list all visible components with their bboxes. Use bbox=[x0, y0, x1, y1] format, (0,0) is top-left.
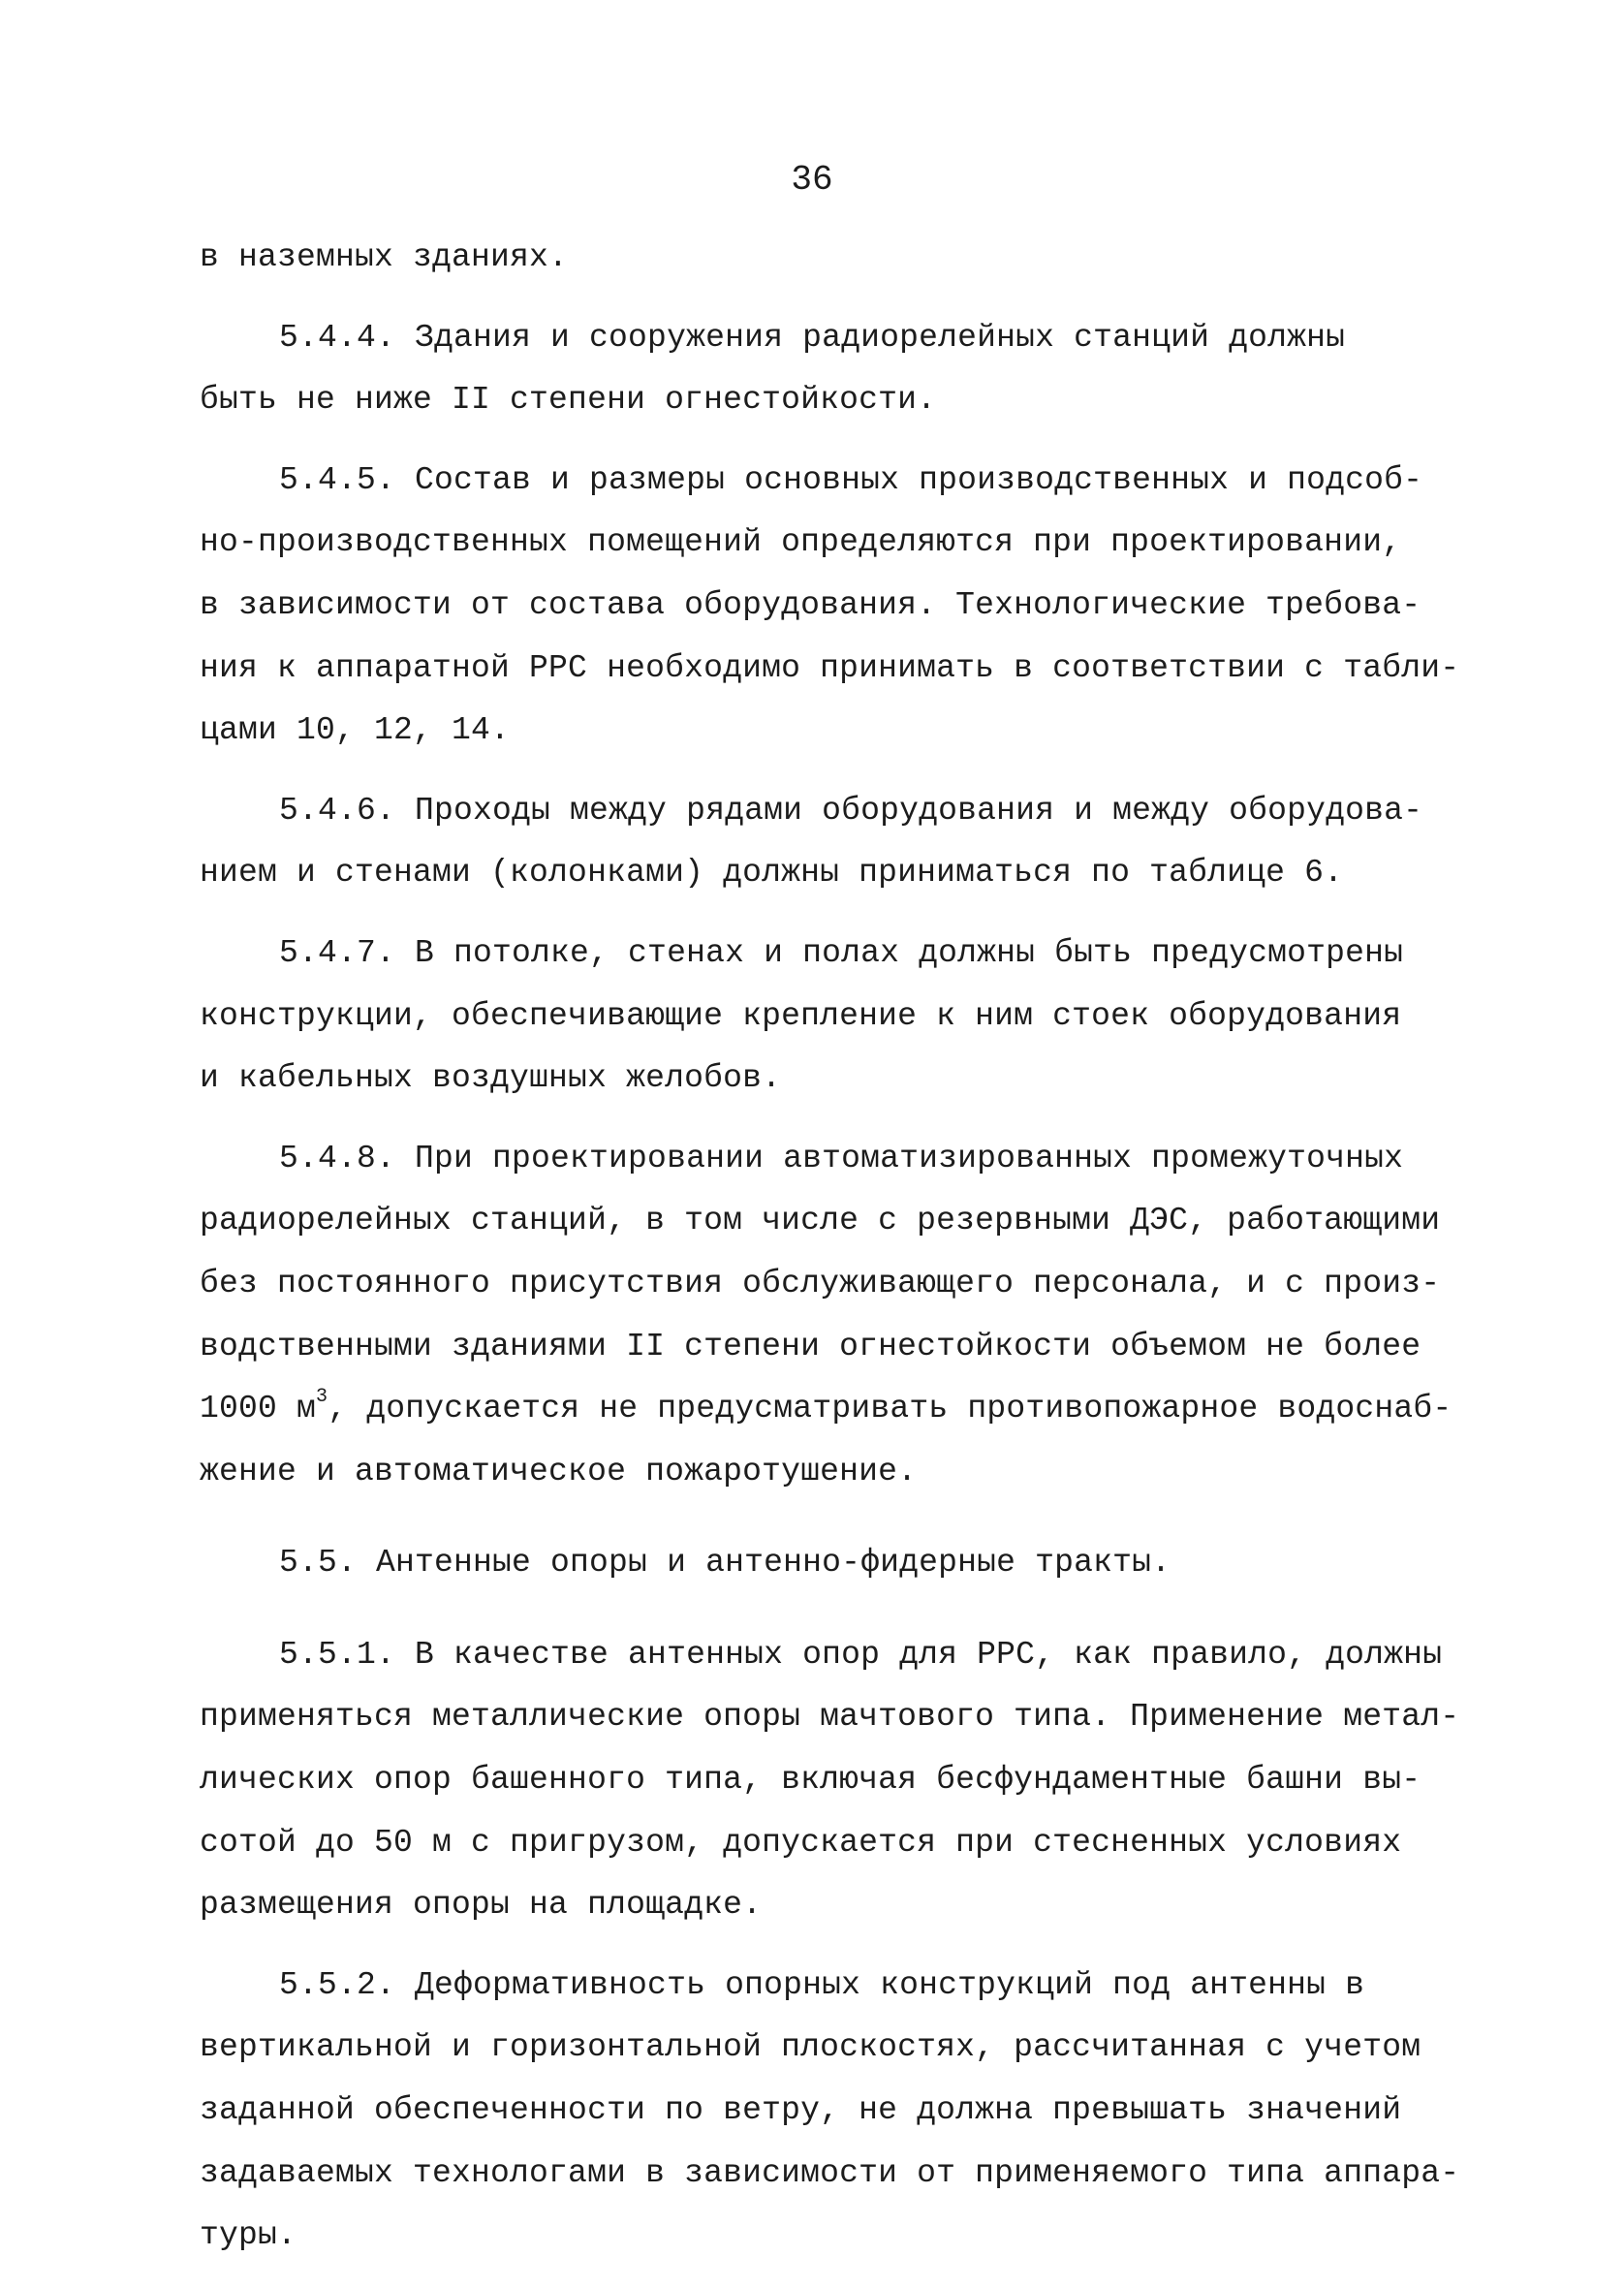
paragraph-5-4-5-line: но-производственных помещений определяются при проектировании, bbox=[200, 524, 1402, 561]
paragraph-5-5-2-line: задаваемых технологами в зависимости от применяемого типа аппара- bbox=[200, 2154, 1460, 2191]
text-line: в наземных зданиях. bbox=[200, 239, 569, 275]
paragraph-5-4-4-line: быть не ниже II степени огнестойкости. bbox=[200, 382, 937, 419]
document-body bbox=[200, 227, 1488, 2268]
paragraph-5-4-8-line bbox=[200, 1378, 1488, 1441]
paragraph-5-4-8-line: 5.4.8. При проектировании автоматизированных промежуточных bbox=[279, 1140, 1404, 1176]
paragraph-5-5-2-line: 5.5.2. Деформативность опорных конструкций под антенны в bbox=[279, 1966, 1365, 2003]
page-number: 36 bbox=[791, 160, 833, 200]
paragraph-5-4-8-line: жение и автоматическое пожаротушение. bbox=[200, 1453, 918, 1489]
paragraph-5-5-1-line: 5.5.1. В качестве антенных опор для РРС, как правило, должны bbox=[279, 1636, 1443, 1673]
paragraph-5-4-8-line: без постоянного присутствия обслуживающего персонала, и с произ- bbox=[200, 1265, 1441, 1301]
paragraph-5-4-7-line: конструкции, обеспечивающие крепление к ним стоек оборудования bbox=[200, 997, 1402, 1034]
text-fragment: , допускается не предусматривать противопожарное водоснаб- bbox=[328, 1391, 1452, 1427]
paragraph-5-4-7-line: и кабельных воздушных желобов. bbox=[200, 1060, 782, 1097]
paragraph-5-4-5-line: в зависимости от состава оборудования. Технологические требова- bbox=[200, 586, 1421, 623]
paragraph-5-4-5-line: 5.4.5. Состав и размеры основных производственных и подсоб- bbox=[279, 461, 1423, 498]
paragraph-5-5-1-line: сотой до 50 м с пригрузом, допускается при стесненных условиях bbox=[200, 1824, 1402, 1861]
paragraph-5-4-6-line: 5.4.6. Проходы между рядами оборудования и между оборудова- bbox=[279, 792, 1423, 829]
superscript-cubed: 3 bbox=[316, 1386, 328, 1409]
volume-value: 1000 м bbox=[200, 1391, 317, 1427]
paragraph-5-4-5-line: ния к аппаратной РРС необходимо принимать в соответствии с табли- bbox=[200, 649, 1460, 686]
paragraph-5-5-1-line: применяться металлические опоры мачтового типа. Применение метал- bbox=[200, 1699, 1460, 1736]
paragraph-5-4-4-line: 5.4.4. Здания и сооружения радиорелейных станций должны bbox=[279, 319, 1346, 356]
paragraph-5-5-1-line: размещения опоры на площадке. bbox=[200, 1887, 763, 1924]
paragraph-5-5-2-line: вертикальной и горизонтальной плоскостях, рассчитанная с учетом bbox=[200, 2029, 1421, 2066]
paragraph-5-4-8-line: водственными зданиями II степени огнестойкости объемом не более bbox=[200, 1328, 1421, 1364]
section-5-5-heading: 5.5. Антенные опоры и антенно-фидерные тракты. bbox=[279, 1545, 1171, 1582]
paragraph-5-5-2-line: заданной обеспеченности по ветру, не должна превышать значений bbox=[200, 2092, 1402, 2129]
paragraph-5-5-2-line: туры. bbox=[200, 2217, 297, 2254]
paragraph-5-4-5-line: цами 10, 12, 14. bbox=[200, 712, 511, 749]
paragraph-5-4-8-line: радиорелейных станций, в том числе с резервными ДЭС, работающими bbox=[200, 1203, 1441, 1239]
paragraph-5-4-6-line: нием и стенами (колонками) должны приниматься по таблице 6. bbox=[200, 855, 1344, 892]
paragraph-5-4-7-line: 5.4.7. В потолке, стенах и полах должны быть предусмотрены bbox=[279, 934, 1404, 971]
paragraph-5-5-1-line: лических опор башенного типа, включая бесфундаментные башни вы- bbox=[200, 1762, 1421, 1799]
